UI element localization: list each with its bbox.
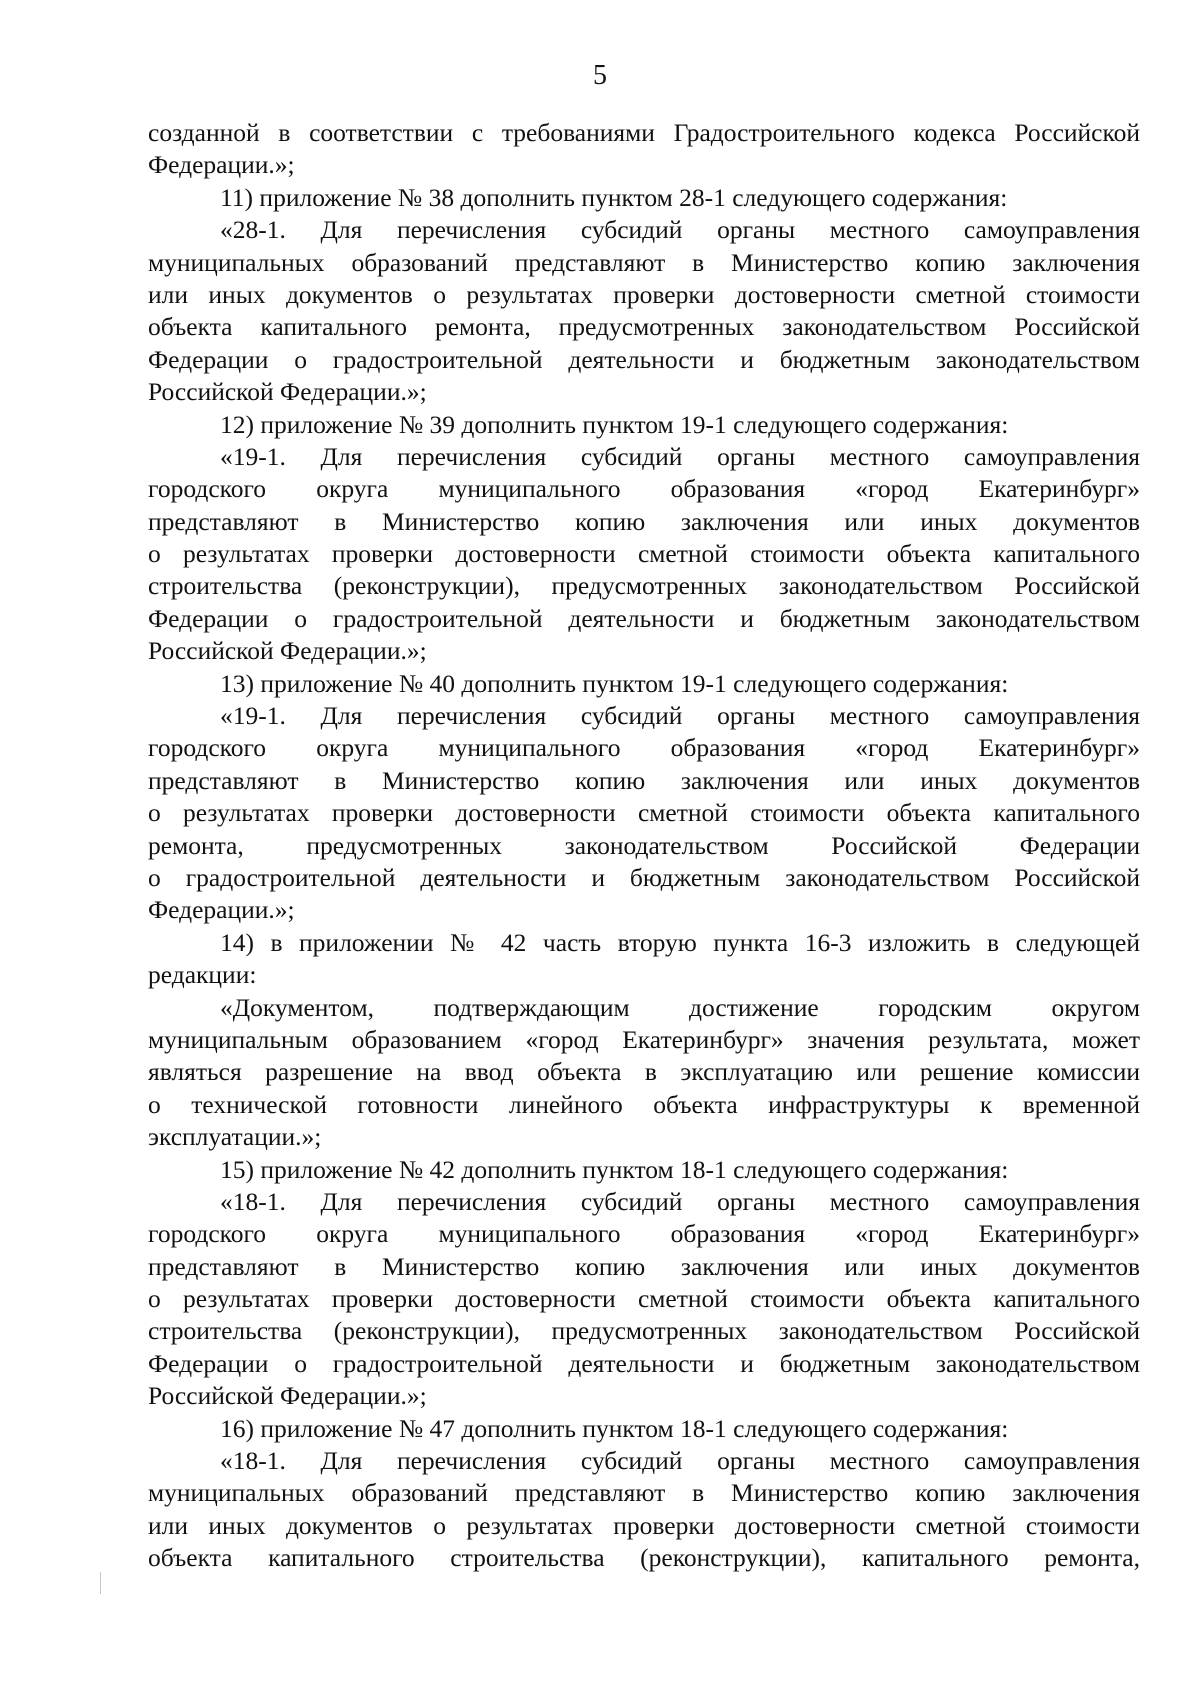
- text-line: или иных документов о результатах проверки достоверности сметной стоимости: [148, 1510, 1140, 1540]
- text-line: городского округа муниципального образования «город Екатеринбург»: [148, 474, 1140, 504]
- text-line: 12) приложение № 39 дополнить пунктом 19-1 следующего содержания:: [220, 409, 1009, 439]
- text-line: 13) приложение № 40 дополнить пунктом 19-1 следующего содержания:: [220, 668, 1009, 698]
- text-line: являться разрешение на ввод объекта в эксплуатацию или решение комиссии: [148, 1057, 1140, 1087]
- text-line: представляют в Министерство копию заключения или иных документов: [148, 506, 1140, 536]
- text-line: редакции:: [148, 960, 257, 990]
- text-line: Федерации.»;: [148, 895, 295, 925]
- document-body: [148, 117, 1140, 1575]
- text-line: Федерации о градостроительной деятельности и бюджетным законодательством: [148, 1348, 1140, 1378]
- text-line: 11) приложение № 38 дополнить пунктом 28-1 следующего содержания:: [220, 182, 1008, 212]
- scan-artifact-mark: [100, 1572, 101, 1594]
- text-line: представляют в Министерство копию заключения или иных документов: [148, 765, 1140, 795]
- text-line: Российской Федерации.»;: [148, 636, 427, 666]
- text-line: «18-1. Для перечисления субсидий органы местного самоуправления: [220, 1446, 1140, 1476]
- text-line: «19-1. Для перечисления субсидий органы местного самоуправления: [220, 701, 1140, 731]
- text-line: муниципальных образований представляют в Министерство копию заключения: [148, 1478, 1140, 1508]
- text-line: объекта капитального строительства (реконструкции), капитального ремонта,: [148, 1543, 1140, 1573]
- text-line: Российской Федерации.»;: [148, 377, 427, 407]
- text-line: 16) приложение № 47 дополнить пунктом 18-1 следующего содержания:: [220, 1413, 1009, 1443]
- text-line: о технической готовности линейного объекта инфраструктуры к временной: [148, 1089, 1140, 1119]
- text-line: «19-1. Для перечисления субсидий органы местного самоуправления: [220, 441, 1140, 471]
- text-line: строительства (реконструкции), предусмотренных законодательством Российской: [148, 1316, 1140, 1346]
- text-line: муниципальным образованием «город Екатеринбург» значения результата, может: [148, 1024, 1140, 1054]
- text-line: о результатах проверки достоверности сметной стоимости объекта капитального: [148, 798, 1140, 828]
- text-line: или иных документов о результатах проверки достоверности сметной стоимости: [148, 279, 1140, 309]
- text-line: 14) в приложении № 42 часть вторую пункта 16-3 изложить в следующей: [220, 927, 1140, 957]
- text-line: городского округа муниципального образования «город Екатеринбург»: [148, 733, 1140, 763]
- text-line: объекта капитального ремонта, предусмотренных законодательством Российской: [148, 312, 1140, 342]
- text-line: городского округа муниципального образования «город Екатеринбург»: [148, 1219, 1140, 1249]
- text-line: представляют в Министерство копию заключения или иных документов: [148, 1251, 1140, 1281]
- text-line: 15) приложение № 42 дополнить пунктом 18-1 следующего содержания:: [220, 1154, 1009, 1184]
- text-line: о результатах проверки достоверности сметной стоимости объекта капитального: [148, 539, 1140, 569]
- text-line: о результатах проверки достоверности сметной стоимости объекта капитального: [148, 1284, 1140, 1314]
- text-line: эксплуатации.»;: [148, 1122, 322, 1152]
- text-line: Федерации о градостроительной деятельности и бюджетным законодательством: [148, 344, 1140, 374]
- page-number: 5: [593, 60, 607, 91]
- text-line: «Документом, подтверждающим достижение городским округом: [220, 992, 1140, 1022]
- text-line: «18-1. Для перечисления субсидий органы местного самоуправления: [220, 1186, 1140, 1216]
- text-line: муниципальных образований представляют в Министерство копию заключения: [148, 247, 1140, 277]
- text-line: Российской Федерации.»;: [148, 1381, 427, 1411]
- text-line: «28-1. Для перечисления субсидий органы местного самоуправления: [220, 215, 1140, 245]
- text-line: Федерации о градостроительной деятельности и бюджетным законодательством: [148, 603, 1140, 633]
- text-line: созданной в соответствии с требованиями Градостроительного кодекса Российской: [148, 118, 1140, 147]
- text-line: о градостроительной деятельности и бюджетным законодательством Российской: [148, 862, 1140, 892]
- text-line: строительства (реконструкции), предусмотренных законодательством Российской: [148, 571, 1140, 601]
- text-line: ремонта, предусмотренных законодательством Российской Федерации: [148, 830, 1140, 860]
- text-line: Федерации.»;: [148, 150, 295, 180]
